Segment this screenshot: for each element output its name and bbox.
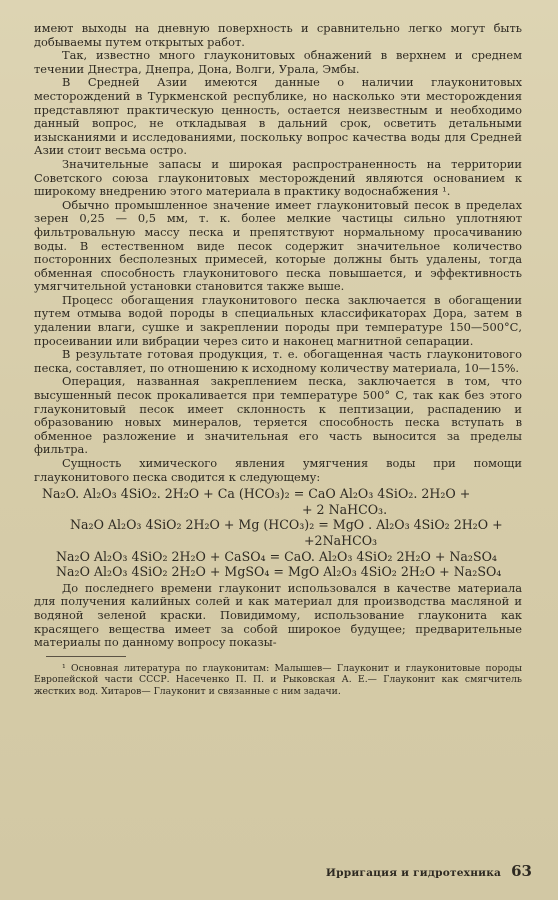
paragraph-closing: До последнего времени глауконит использовался в качестве материала для получения калийных солей и как материал для производства масляной и водяной зеленой краски. Повидимому, использование глауконита как красящего вещества имеет за собой широкое будущее; предварительные материалы по данному вопросу показы- <box>34 580 522 650</box>
paragraph-glauconite-outcrops: Так, известно много глауконитовых обнажений в верхнем и среднем течении Днестра, Днепра, Дона, Волги, Урала, Эмбы. <box>34 48 522 76</box>
equation-1: Na₂O. Al₂O₃ 4SiO₂. 2H₂O + Ca (HCO₃)₂ = CaO Al₂O₃ 4SiO₂. 2H₂O + <box>42 486 471 502</box>
chemical-equations <box>34 486 522 580</box>
body-text <box>34 22 522 650</box>
footnote-divider <box>46 656 126 657</box>
equation-2-continuation: +2NaHCO₃ <box>304 532 378 548</box>
equation-2: Na₂O Al₂O₃ 4SiO₂ 2H₂O + Mg (HCO₃)₂ = MgO . Al₂O₃ 4SiO₂ 2H₂O + <box>70 517 503 533</box>
paragraph-continuation: имеют выходы на дневную поверхность и сравнительно легко могут быть добываемы путем открытых работ. <box>34 21 522 49</box>
paragraph-yield: В результате готовая продукция, т. е. обогащенная часть глауконитового песка, составляет, по отношению к исходному количеству материала, 10—15%. <box>34 347 522 375</box>
paragraph-industrial-value: Обычно промышленное значение имеет глауконитовый песок в пределах зерен 0,25 — 0,5 мм, т. к. более мелкие частицы сильно уплотняют фильтровальную массу песка и препятствуют нормальному просачиванию воды. В естественном виде песок содержит значительное количество посторонних бесполезных примесей, которые должны быть удалены, тогда обменная способность глауконитового песка повышается, и эффективность умягчительной установки становится также выше. <box>34 197 522 294</box>
footnote: ¹ Основная литература по глауконитам: Малышев— Глауконит и глауконитовые породы Европейской части СССР. Насеченко П. П. и Рыковская А. Е.— Глауконит как смягчитель жестких вод. Хитаров— Глауконит и связанные с ним задачи. <box>34 662 522 697</box>
equation-3: Na₂O Al₂O₃ 4SiO₂ 2H₂O + CaSO₄ = CaO. Al₂O₃ 4SiO₂ 2H₂O + Na₂SO₄ <box>56 548 497 564</box>
paragraph-reserves: Значительные запасы и широкая распространенность на территории Советского союза глауконитовых месторождений являются основанием к широкому внедрению этого материала в практику водоснабжения ¹. <box>34 156 522 199</box>
paragraph-enrichment-process: Процесс обогащения глауконитового песка заключается в обогащении путем отмыва водой породы в специальных классификаторах Дора, затем в удалении влаги, сушке и закреплении породы при температуре 150—500°С, просеивании или вибрации через сито и наконец магнитной сепарации. <box>34 292 522 348</box>
paragraph-chemistry-intro: Сущность химического явления умягчения воды при помощи глауконитового песка сводится к следующему: <box>34 456 522 484</box>
equation-4: Na₂O Al₂O₃ 4SiO₂ 2H₂O + MgSO₄ = MgO Al₂O₃ 4SiO₂ 2H₂O + Na₂SO₄ <box>56 564 502 580</box>
page-footer <box>300 862 532 880</box>
paragraph-central-asia: В Средней Азии имеются данные о наличии глауконитовых месторождений в Туркменской республике, но насколько эти месторождения представляют практическую ценность, остается неизвестным и необходимо данный вопрос, не откладывая в дальний срок, осветить детальными изысканиями и исследованиями, поскольку вопрос качества воды для Средней Азии стоит весьма остро. <box>34 75 522 158</box>
equation-1-continuation: + 2 NaHCO₃. <box>302 501 388 517</box>
page-number: 63 <box>511 862 532 880</box>
journal-title: Ирригация и гидротехника <box>325 867 502 879</box>
paragraph-fixation: Операция, названная закреплением песка, заключается в том, что высушенный песок прокаливается при температуре 500° С, так как без этого глауконитовый песок имеет склонность к пептизации, распадению и образованию новых минералов, теряется способность песка вступать в обменное разложение и значительная его часть выносится за пределы фильтра. <box>34 374 522 457</box>
